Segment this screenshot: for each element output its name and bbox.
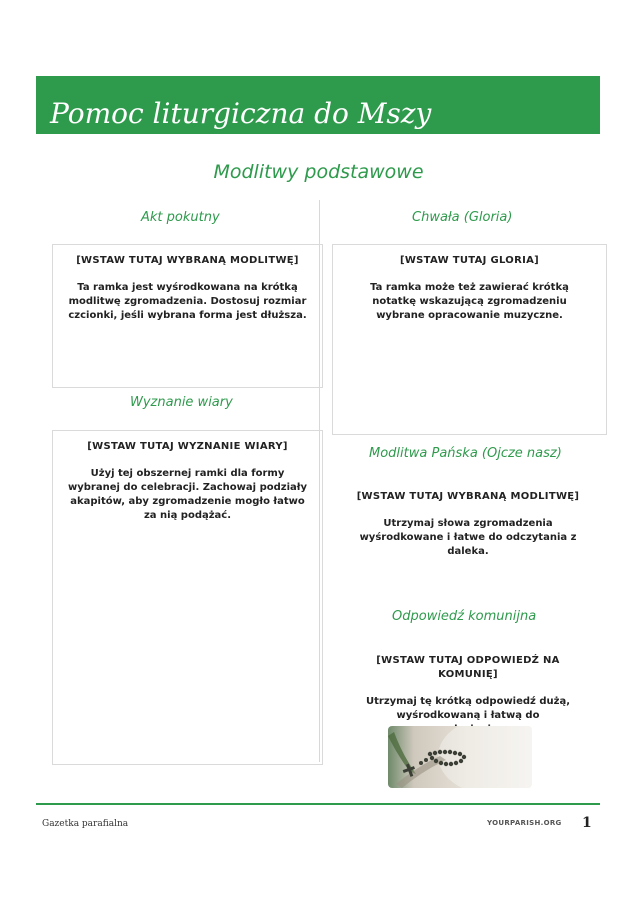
placeholder-description: Użyj tej obszernej ramki dla formy wybranej do celebracji. Zachowaj podziały akapitów, aby zgromadzenie mogło łatwo za nią podążać. bbox=[68, 468, 307, 521]
footer-publication-name: Gazetka parafialna bbox=[42, 819, 129, 829]
placeholder-description: Ta ramka jest wyśrodkowana na krótką modlitwę zgromadzenia. Dostosuj rozmiar czcionki, jeśli wybrana forma jest dłuższa. bbox=[68, 282, 307, 321]
penitential-act-box bbox=[52, 244, 323, 388]
placeholder-tag: [WSTAW TUTAJ WYBRANĄ MODLITWĘ] bbox=[356, 491, 580, 502]
heading-lords-prayer: Modlitwa Pańska (Ojcze nasz) bbox=[369, 446, 562, 461]
rosary-illustration bbox=[388, 726, 532, 788]
placeholder-tag: [WSTAW TUTAJ ODPOWIEDŹ NA KOMUNIĘ] bbox=[376, 655, 560, 680]
placeholder-tag: [WSTAW TUTAJ WYZNANIE WIARY] bbox=[87, 441, 288, 452]
placeholder-description: Utrzymaj tę krótką odpowiedź dużą, wyśrodkowaną i łatwą do bbox=[365, 696, 570, 721]
page-title: Pomoc liturgiczna do Mszy bbox=[50, 97, 432, 130]
communion-placeholder bbox=[364, 654, 572, 737]
section-title: Modlitwy podstawowe bbox=[213, 161, 424, 183]
placeholder-description: Utrzymaj słowa zgromadzenia wyśrodkowane i łatwe do odczytania z daleka. bbox=[359, 518, 577, 557]
lords-prayer-placeholder bbox=[356, 490, 580, 559]
placeholder-description: Ta ramka może też zawierać krótką notatkę wskazującą zgromadzeniu wybrane opracowanie muzyczne. bbox=[370, 282, 569, 321]
heading-communion: Odpowiedź komunijna bbox=[392, 609, 537, 624]
creed-box bbox=[52, 430, 323, 765]
page-number: 1 bbox=[582, 815, 592, 831]
heading-creed: Wyznanie wiary bbox=[130, 395, 233, 410]
penitential-act-placeholder bbox=[65, 254, 310, 323]
gloria-placeholder bbox=[361, 254, 578, 323]
heading-penitential-act: Akt pokutny bbox=[141, 210, 220, 225]
placeholder-tag: [WSTAW TUTAJ WYBRANĄ MODLITWĘ] bbox=[76, 255, 299, 266]
footer-website: YOURPARISH.ORG bbox=[487, 819, 562, 827]
title-banner bbox=[36, 76, 600, 134]
rosary-photo bbox=[388, 726, 532, 788]
heading-gloria: Chwała (Gloria) bbox=[412, 210, 513, 225]
placeholder-tag: [WSTAW TUTAJ GLORIA] bbox=[399, 255, 540, 266]
footer-divider bbox=[36, 803, 600, 805]
creed-placeholder bbox=[65, 440, 310, 523]
gloria-box bbox=[332, 244, 607, 435]
